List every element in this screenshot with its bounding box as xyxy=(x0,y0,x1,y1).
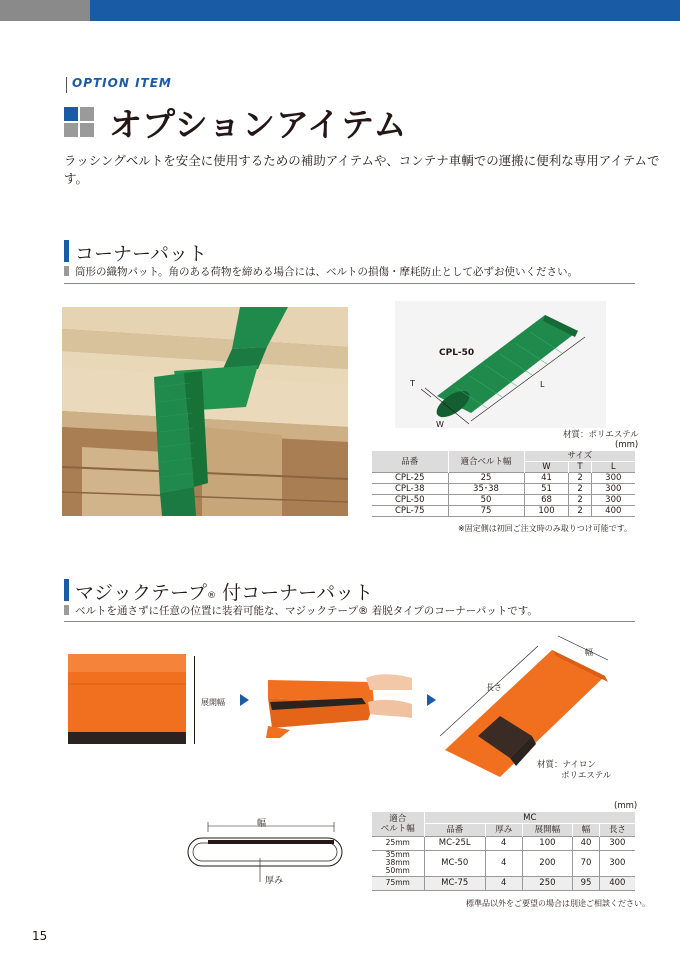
section2-description: ベルトを通さずに任意の位置に装着可能な、マジックテープ® 着脱タイプのコーナーパットです。 xyxy=(75,605,538,617)
cell-belt: 75mm xyxy=(372,876,424,890)
cpl-th-code: 品番 xyxy=(372,451,448,473)
cell-belt: 35･38 xyxy=(448,484,524,495)
registered-mark: ® xyxy=(207,591,217,601)
cpl-product-image xyxy=(395,301,606,428)
table-row xyxy=(372,495,635,506)
section2-title xyxy=(75,578,373,605)
dim-w-label: W xyxy=(436,420,444,429)
mc-material-2: ポリエステル xyxy=(561,771,612,781)
cpl-th-t: T xyxy=(569,462,591,473)
cell-belt: 50 xyxy=(448,495,524,506)
cpl-th-size: サイズ xyxy=(524,451,635,462)
diagram-thickness-label: 厚み xyxy=(265,876,284,886)
mc-note: 標準品以外をご要望の場合は別途ご相談ください。 xyxy=(466,899,650,908)
cpl-th-belt: 適合ベルト幅 xyxy=(448,451,524,473)
open-width-dim-line xyxy=(194,656,195,744)
mc-th-open: 展開幅 xyxy=(522,824,573,836)
intro-text: ラッシングベルトを安全に使用するための補助アイテムや、コンテナ車輌での運搬に便利な専用アイテムです。 xyxy=(64,153,660,186)
section1-title: コーナーパット xyxy=(75,243,208,265)
cell-thick: 4 xyxy=(485,876,522,890)
table-row xyxy=(372,484,635,495)
mc-length-label: 長さ xyxy=(486,683,502,692)
mc-th-belt: 適合 ベルト幅 xyxy=(372,812,424,836)
cell-belt: 25mm xyxy=(372,836,424,850)
section2-rule xyxy=(64,621,635,622)
cell-code: MC-50 xyxy=(424,850,485,876)
arrow-right-icon xyxy=(240,694,249,706)
cell-code: CPL-38 xyxy=(372,484,448,495)
dim-l-label: L xyxy=(540,380,545,389)
section1-description: 筒形の織物パット。角のある荷物を締める場合には、ベルトの損傷・摩耗防止として必ずお使いください。 xyxy=(75,266,579,278)
mc-material-1: 材質：ナイロン xyxy=(537,760,596,770)
mc-th-code: 品番 xyxy=(424,824,485,836)
eyebrow-rule xyxy=(66,77,67,93)
cell-l: 300 xyxy=(605,473,622,483)
cell-code: CPL-50 xyxy=(372,495,448,506)
top-bar-gray xyxy=(0,0,90,21)
cpl-unit: (mm) xyxy=(615,440,639,450)
section1-desc-mark xyxy=(64,266,69,276)
mc-flat-image xyxy=(68,654,186,746)
mc-th-group: MC xyxy=(424,812,635,824)
arrow-right-icon xyxy=(427,694,436,706)
cell-length: 300 xyxy=(609,838,626,848)
cell-width: 40 xyxy=(573,836,599,850)
section2-title-suffix: 付コーナーパット xyxy=(216,582,374,604)
table-row xyxy=(372,850,635,876)
cpl-th-l: L xyxy=(591,462,635,473)
cell-width: 70 xyxy=(573,850,599,876)
page-number: 15 xyxy=(32,929,48,943)
cell-w: 68 xyxy=(524,495,569,506)
cell-width: 95 xyxy=(573,876,599,890)
section2-desc-mark xyxy=(64,605,69,615)
cell-code: CPL-25 xyxy=(372,473,448,484)
cell-thick: 4 xyxy=(485,836,522,850)
cell-length: 300 xyxy=(609,858,626,868)
open-width-label: 展開幅 xyxy=(201,698,225,707)
cell-belt: 25 xyxy=(448,473,524,484)
cell-t: 2 xyxy=(569,495,591,506)
mc-attach-image xyxy=(262,668,414,738)
section2-title-main: マジックテープ xyxy=(75,582,208,604)
cell-w: 100 xyxy=(524,506,569,517)
cpl-th-w: W xyxy=(524,462,569,473)
cell-thick: 4 xyxy=(485,850,522,876)
mc-unit: (mm) xyxy=(614,801,638,811)
cpl-note: ※固定側は初回ご注文時のみ取りつけ可能です。 xyxy=(458,524,633,533)
title-squares-icon xyxy=(64,107,94,137)
cell-l: 300 xyxy=(605,484,622,494)
cell-w: 41 xyxy=(524,473,569,484)
section1-bar xyxy=(64,240,69,262)
cell-open: 250 xyxy=(522,876,573,890)
table-row xyxy=(372,876,635,890)
cell-belt: 35mm 38mm 50mm xyxy=(372,850,424,876)
cell-t: 2 xyxy=(569,484,591,495)
table-row xyxy=(372,506,635,517)
cell-t: 2 xyxy=(569,506,591,517)
cell-l: 400 xyxy=(605,506,622,516)
mc-th-thick: 厚み xyxy=(485,824,522,836)
diagram-width-label: 幅 xyxy=(257,819,267,829)
mc-spec-table xyxy=(372,812,635,891)
cell-code: MC-75 xyxy=(424,876,485,890)
cell-open: 200 xyxy=(522,850,573,876)
cpl-spec-table xyxy=(372,451,635,517)
page-title: オプションアイテム xyxy=(109,105,408,144)
section1-rule xyxy=(64,283,635,284)
cell-open: 100 xyxy=(522,836,573,850)
eyebrow-label: OPTION ITEM xyxy=(72,76,172,90)
table-row xyxy=(372,836,635,850)
cell-l: 300 xyxy=(605,495,622,505)
mc-th-length: 長さ xyxy=(599,824,635,836)
mc-width-label: 幅 xyxy=(585,648,593,657)
top-bar-blue xyxy=(90,0,680,21)
cell-code: MC-25L xyxy=(424,836,485,850)
cell-length: 400 xyxy=(609,878,626,888)
mc-th-width: 幅 xyxy=(573,824,599,836)
cpl-product-label: CPL-50 xyxy=(439,348,475,358)
table-row xyxy=(372,473,635,484)
pallet-photo xyxy=(62,307,348,516)
cell-belt: 75 xyxy=(448,506,524,517)
cell-code: CPL-75 xyxy=(372,506,448,517)
cell-t: 2 xyxy=(569,473,591,484)
dim-t-label: T xyxy=(410,379,415,388)
cell-w: 51 xyxy=(524,484,569,495)
section2-bar xyxy=(64,579,69,601)
cpl-material: 材質：ポリエステル xyxy=(563,430,639,440)
